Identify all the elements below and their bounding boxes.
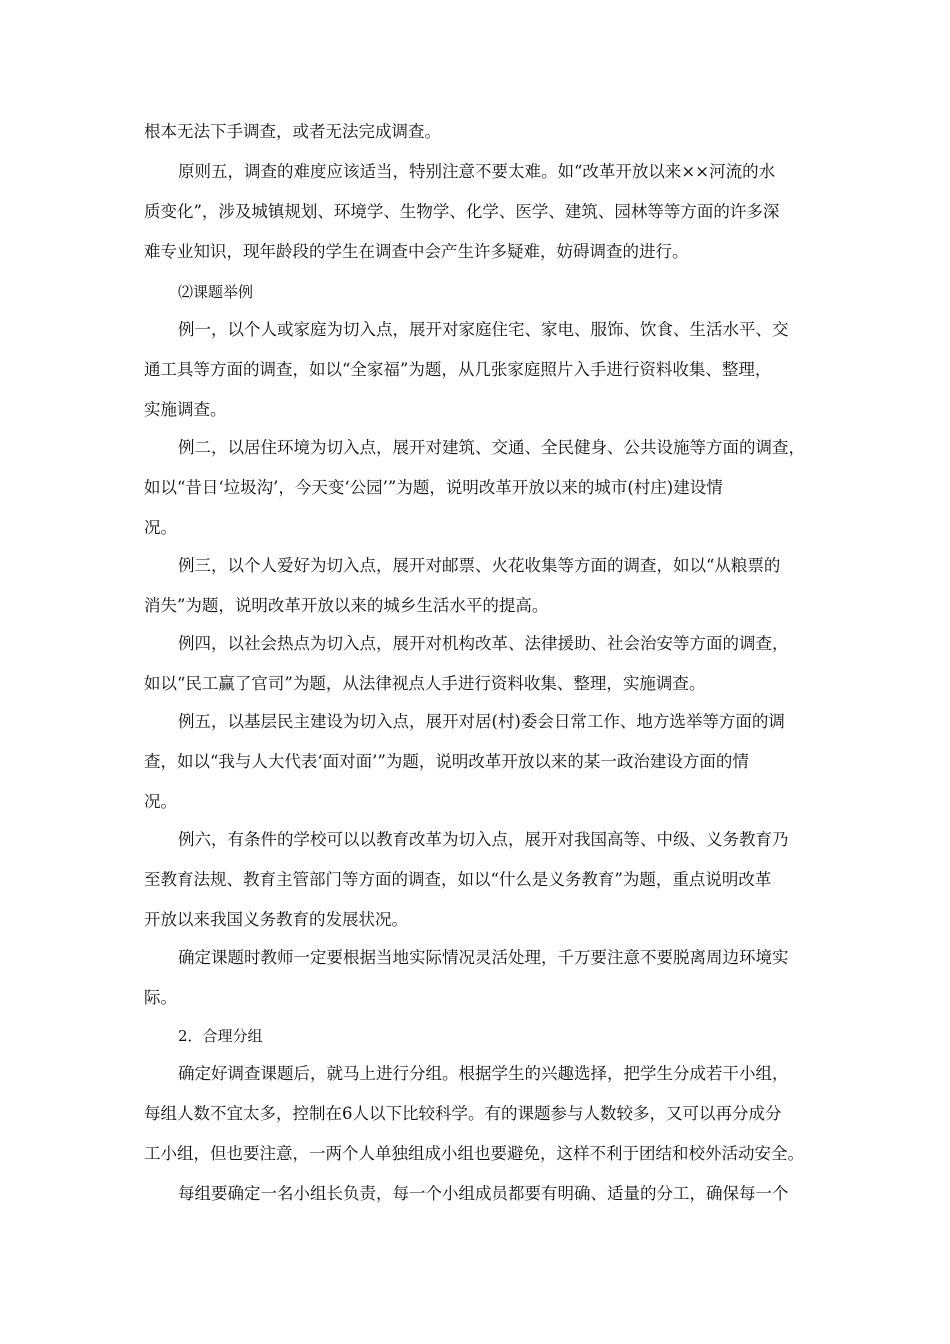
text-line: 开放以来我国义务教育的发展状况。 [144,910,408,929]
text-line: 例一，以个人或家庭为切入点，展开对家庭住宅、家电、服饰、饮食、生活水平、交 [178,320,789,339]
text-line: 确定课题时教师一定要根据当地实际情况灵活处理，千万要注意不要脱离周边环境实 [178,948,789,967]
text-line: 例四，以社会热点为切入点，展开对机构改革、法律援助、社会治安等方面的调查， [178,634,789,653]
text-line: 例六，有条件的学校可以以教育改革为切入点，展开对我国高等、中级、义务教育乃 [178,830,789,849]
text-line: 实施调查。 [144,400,227,419]
text-line: 况。 [144,518,177,537]
text-line: 例二，以居住环境为切入点，展开对建筑、交通、全民健身、公共设施等方面的调查， [178,438,805,457]
section-heading: 2．合理分组 [178,1027,263,1045]
text-line: 原则五，调查的难度应该适当，特别注意不要太难。如“改革开放以来××河流的水 [178,162,776,181]
text-line: 至教育法规、教育主管部门等方面的调查，如以“什么是义务教育”为题，重点说明改革 [144,870,772,889]
text-line: 质变化”，涉及城镇规划、环境学、生物学、化学、医学、建筑、园林等等方面的许多深 [144,202,780,221]
text-line: 通工具等方面的调查，如以“全家福”为题，从几张家庭照片入手进行资料收集、整理， [144,360,772,379]
text-line: 每组人数不宜太多，控制在6人以下比较科学。有的课题参与人数较多，又可以再分成分 [144,1104,782,1123]
text-line: 查，如以“我与人大代表‘面对面’”为题，说明改革开放以来的某一政治建设方面的情 [144,752,749,771]
text-line: 根本无法下手调查，或者无法完成调查。 [144,122,441,141]
text-line: 况。 [144,792,177,811]
section-heading: ⑵课题举例 [178,283,254,301]
text-line: 难专业知识，现年龄段的学生在调查中会产生许多疑难，妨碍调查的进行。 [144,242,689,261]
text-line: 例五，以基层民主建设为切入点，展开对居(村)委会日常工作、地方选举等方面的调 [178,712,785,731]
text-line: 如以“昔日‘垃圾沟’，今天变‘公园’”为题，说明改革开放以来的城市(村庄)建设情 [144,478,723,497]
text-line: 如以“民工赢了官司”为题，从法律视点人手进行资料收集、整理，实施调查。 [144,674,706,693]
text-line: 消失”为题，说明改革开放以来的城乡生活水平的提高。 [144,596,549,615]
text-line: 例三，以个人爱好为切入点，展开对邮票、火花收集等方面的调查，如以“从粮票的 [178,556,781,575]
text-line: 每组要确定一名小组长负责，每一个小组成员都要有明确、适量的分工，确保每一个 [178,1184,789,1203]
text-line: 确定好调查课题后，就马上进行分组。根据学生的兴趣选择，把学生分成若干小组， [178,1064,789,1083]
text-line: 工小组，但也要注意，一两个人单独组成小组也要避免，这样不利于团结和校外活动安全。 [144,1144,804,1163]
text-line: 际。 [144,988,177,1007]
